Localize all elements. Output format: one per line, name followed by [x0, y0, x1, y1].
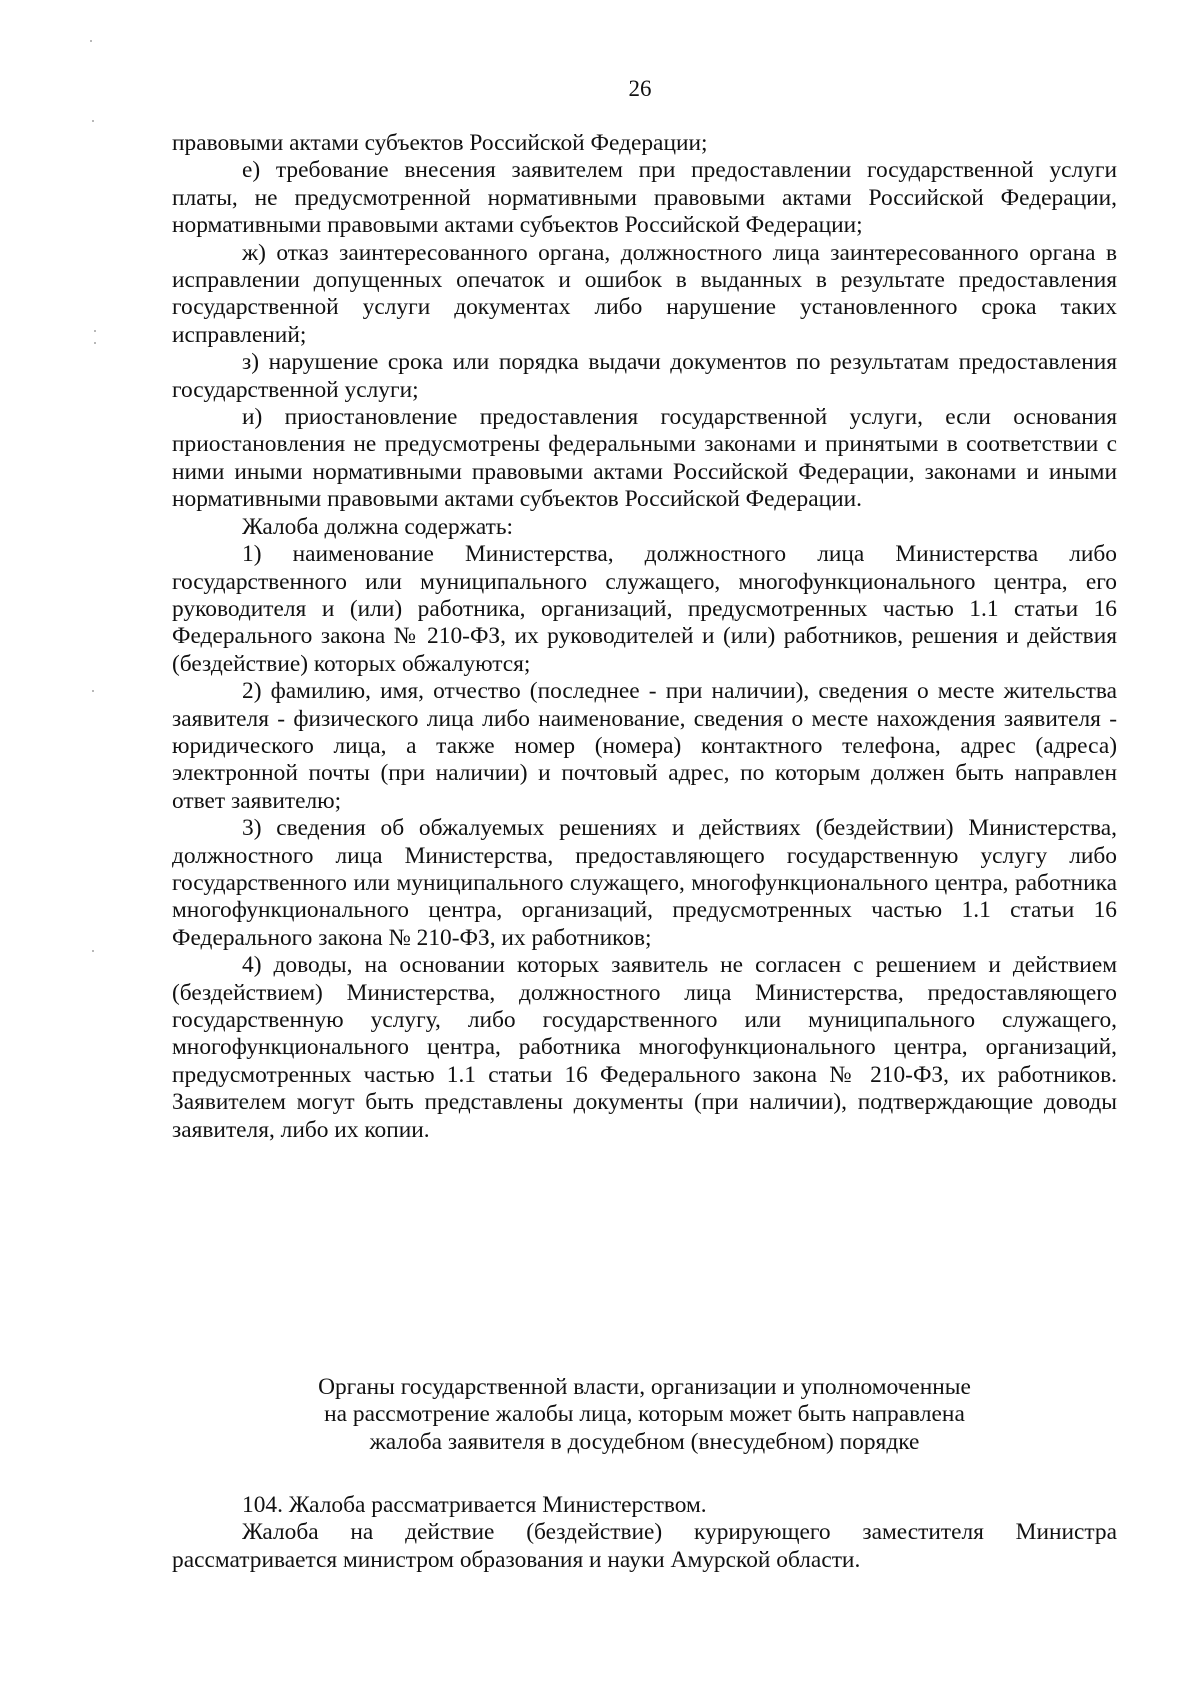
section-heading [172, 1374, 1117, 1456]
body-text [172, 130, 1117, 1144]
paragraph-complaint-intro: Жалоба должна содержать: [242, 513, 514, 540]
scan-speck [94, 330, 96, 332]
paragraph-item-2: 2) фамилию, имя, отчество (последнее - при наличии), сведения о месте жительства заявителя - физического лица либо наименование, сведения о месте нахождения заявителя - юридического лица, а также номер (номера) контактного телефона, адрес (адреса) электронной почты (при наличии) и почтовый адрес, по которым должен быть направлен ответ заявителю; [172, 678, 1117, 814]
section-heading-line: жалоба заявителя в досудебном (внесудебном) порядке [369, 1428, 920, 1455]
page-number: 26 [628, 76, 652, 101]
paragraph-item-3: 3) сведения об обжалуемых решениях и действиях (бездействии) Министерства, должностного лица Министерства, предоставляющего государственную услугу либо государственного или муниципального служащего, многофункционального центра, работника многофункционального центра, организаций, предусмотренных частью 1.1 статьи 16 Федерального закона № 210-ФЗ, их работников; [172, 815, 1117, 951]
paragraph-deputy-complaint: Жалоба на действие (бездействие) курирующего заместителя Министра рассматривается министром образования и науки Амурской области. [172, 1519, 1117, 1573]
paragraph-item-z: з) нарушение срока или порядка выдачи документов по результатам предоставления государственной услуги; [172, 349, 1117, 403]
paragraph-continuation: правовыми актами субъектов Российской Федерации; [172, 130, 708, 156]
scan-speck [92, 690, 94, 692]
scan-speck [94, 342, 96, 344]
scan-artifacts [88, 30, 108, 1030]
section-heading-line: на рассмотрение жалобы лица, которым может быть направлена [324, 1401, 965, 1428]
paragraph-item-i: и) приостановление предоставления государственной услуги, если основания приостановления не предусмотрены федеральными законами и принятыми в соответствии с ними иными нормативными правовыми актами Российской Федерации, законами и иными нормативными правовыми актами субъектов Российской Федерации. [172, 404, 1117, 513]
scan-speck [92, 950, 94, 952]
paragraph-item-1: 1) наименование Министерства, должностного лица Министерства либо государственного или муниципального служащего, многофункционального центра, его руководителя и (или) работника, организаций, предусмотренных частью 1.1 статьи 16 Федерального закона № 210-ФЗ, их руководителей и (или) работников, решения и действия (бездействие) которых обжалуются; [172, 541, 1117, 677]
closing-text [172, 1492, 1117, 1574]
scan-speck [92, 120, 94, 122]
paragraph-item-zh: ж) отказ заинтересованного органа, должностного лица заинтересованного органа в исправлении допущенных опечаток и ошибок в выданных в результате предоставления государственной услуги документах либо нарушение установленного срока таких исправлений; [172, 239, 1117, 348]
paragraph-item-e: е) требование внесения заявителем при предоставлении государственной услуги платы, не предусмотренной нормативными правовыми актами Российской Федерации, нормативными правовыми актами субъектов Российской Федерации; [172, 157, 1117, 239]
paragraph-clause-104: 104. Жалоба рассматривается Министерством. [242, 1492, 707, 1518]
scan-speck [90, 40, 92, 42]
section-heading-line: Органы государственной власти, организации и уполномоченные [318, 1374, 971, 1400]
paragraph-item-4: 4) доводы, на основании которых заявитель не согласен с решением и действием (бездействием) Министерства, должностного лица Министерства, предоставляющего государственную услугу, либо государственного или муниципального служащего, многофункционального центра, работника многофункционального центра, организаций, предусмотренных частью 1.1 статьи 16 Федерального закона № 210-ФЗ, их работников. Заявителем могут быть представлены документы (при наличии), подтверждающие доводы заявителя, либо их копии. [172, 952, 1117, 1143]
